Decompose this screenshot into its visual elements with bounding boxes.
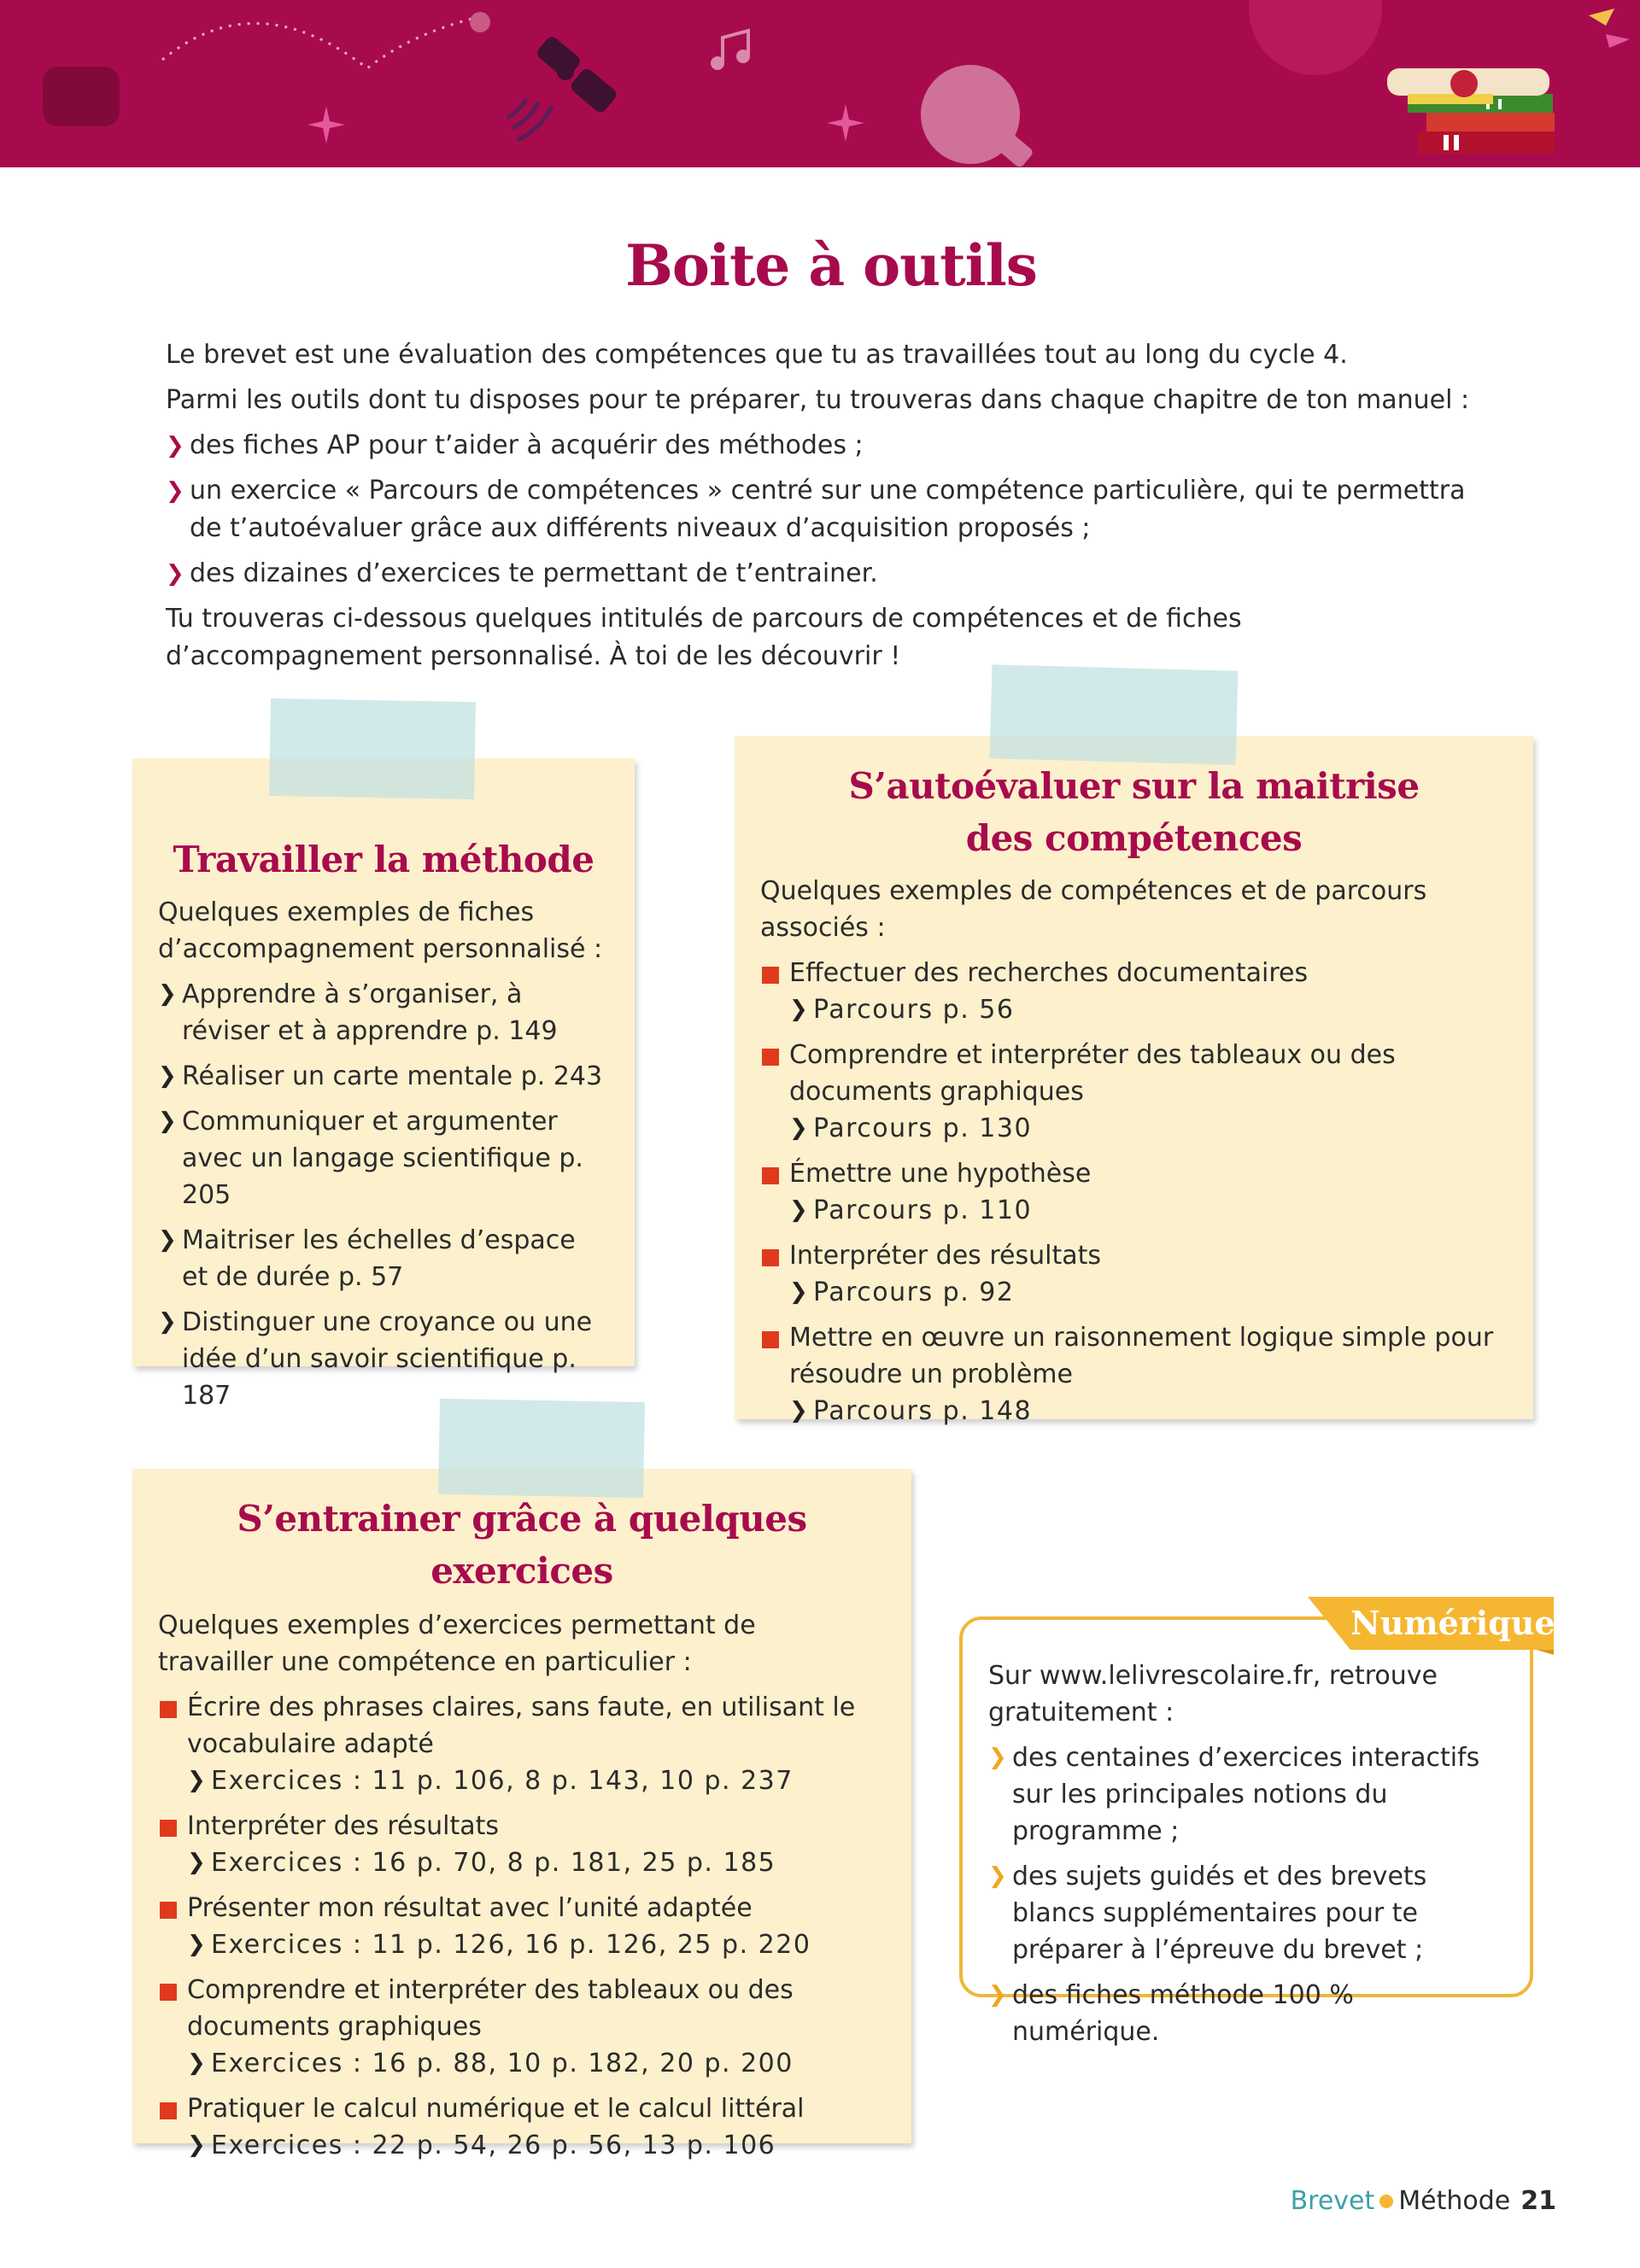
confetti-icon bbox=[1589, 9, 1630, 48]
competence-item bbox=[760, 1037, 1508, 1147]
competence-label: Émettre une hypothèse bbox=[789, 1159, 1092, 1189]
numerique-tag bbox=[1308, 1597, 1554, 1655]
exercise-ref: ❯ Exercices : 11 p. 106, 8 p. 143, 10 p. 237 bbox=[187, 1762, 886, 1799]
competence-label: Interpréter des résultats bbox=[789, 1241, 1101, 1271]
exercise-item bbox=[158, 1890, 886, 1963]
list-item: ❯ des fiches méthode 100 % numérique. bbox=[988, 1977, 1508, 2050]
competence-item bbox=[760, 1237, 1508, 1311]
list-item: ❯ des centaines d’exercices interactifs sur les principales notions du programme ; bbox=[988, 1739, 1508, 1850]
banner-decoration bbox=[0, 0, 1640, 167]
page-number: 21 bbox=[1520, 2186, 1556, 2216]
dotted-trajectory-icon bbox=[162, 17, 478, 68]
competence-item bbox=[760, 1155, 1508, 1229]
exercise-label: Écrire des phrases claires, sans faute, en utilisant le vocabulaire adapté bbox=[187, 1692, 856, 1759]
dot-icon bbox=[1379, 2195, 1393, 2208]
numerique-tag-label: Numérique bbox=[1350, 1604, 1555, 1642]
parcours-ref: ❯ Parcours p. 110 bbox=[789, 1192, 1508, 1229]
exercise-item bbox=[158, 1972, 886, 2082]
signal-waves-icon bbox=[507, 99, 552, 140]
satellite-icon bbox=[535, 34, 618, 114]
exercices-note bbox=[132, 1469, 911, 2160]
competence-item bbox=[760, 1319, 1508, 1429]
methode-lead: Quelques exemples de fiches d’accompagnement personnalisé : bbox=[158, 897, 603, 964]
list-item: ❯ des sujets guidés et des brevets blancs supplémentaires pour te préparer à l’épreuve du brevet ; bbox=[988, 1858, 1508, 1968]
list-item: ❯ Apprendre à s’organiser, à réviser et à apprendre p. 149 bbox=[158, 976, 609, 1049]
tape-decoration bbox=[269, 699, 476, 799]
intro-bullet: ❯ des fiches AP pour t’aider à acquérir des méthodes ; bbox=[166, 427, 1498, 465]
competence-label: Mettre en œuvre un raisonnement logique simple pour résoudre un problème bbox=[789, 1323, 1494, 1389]
list-item: ❯ Communiquer et argumenter avec un langage scientifique p. 205 bbox=[158, 1103, 609, 1213]
competence-label: Comprendre et interpréter des tableaux ou des documents graphiques bbox=[789, 1040, 1396, 1107]
exercise-label: Présenter mon résultat avec l’unité adaptée bbox=[187, 1893, 753, 1923]
autoevaluer-title: S’autoévaluer sur la maitrise des compétences bbox=[848, 765, 1420, 859]
list-item: ❯ Maitriser les échelles d’espace et de durée p. 57 bbox=[158, 1222, 609, 1295]
exercise-ref: ❯ Exercices : 16 p. 70, 8 p. 181, 25 p. 185 bbox=[187, 1844, 886, 1881]
list-item: ❯ Réaliser un carte mentale p. 243 bbox=[158, 1058, 609, 1095]
exercise-item bbox=[158, 1689, 886, 1799]
intro-bullet: ❯ des dizaines d’exercices te permettant de t’entrainer. bbox=[166, 555, 1498, 593]
parcours-ref: ❯ Parcours p. 148 bbox=[789, 1393, 1508, 1429]
numerique-box bbox=[959, 1616, 1533, 2047]
exercise-item bbox=[158, 2090, 886, 2164]
footer-section: Brevet bbox=[1290, 2186, 1375, 2216]
exercise-label: Pratiquer le calcul numérique et le calcul littéral bbox=[187, 2094, 805, 2124]
parcours-ref: ❯ Parcours p. 56 bbox=[789, 991, 1508, 1028]
methode-note bbox=[132, 758, 635, 1411]
footer-chapter: Méthode bbox=[1398, 2186, 1511, 2216]
lightbulb-icon bbox=[921, 65, 1034, 167]
page-footer bbox=[1291, 2184, 1556, 2218]
exercices-lead: Quelques exemples d’exercices permettant de travailler une compétence en particulier : bbox=[158, 1610, 756, 1677]
dna-icon bbox=[43, 67, 120, 126]
planet-icon bbox=[1249, 0, 1382, 75]
page-title: Boite à outils bbox=[625, 232, 1037, 299]
exercise-ref: ❯ Exercices : 16 p. 88, 10 p. 182, 20 p. 200 bbox=[187, 2045, 886, 2082]
exercise-ref: ❯ Exercices : 22 p. 54, 26 p. 56, 13 p. 106 bbox=[187, 2127, 886, 2164]
exercise-label: Comprendre et interpréter des tableaux ou des documents graphiques bbox=[187, 1975, 794, 2042]
parcours-ref: ❯ Parcours p. 92 bbox=[789, 1274, 1508, 1311]
numerique-lead: Sur www.lelivrescolaire.fr, retrouve gratuitement : bbox=[988, 1661, 1438, 1727]
methode-title: Travailler la méthode bbox=[173, 839, 594, 880]
intro-paragraph: Le brevet est une évaluation des compétences que tu as travaillées tout au long du cycle 4. bbox=[166, 340, 1348, 370]
intro-bullet: ❯ un exercice « Parcours de compétences » centré sur une compétence particulière, qui te permettra de t’autoévaluer grâce aux différents niveaux d’acquisition proposés ; bbox=[166, 472, 1498, 547]
autoevaluer-lead: Quelques exemples de compétences et de parcours associés : bbox=[760, 876, 1427, 943]
exercise-ref: ❯ Exercices : 11 p. 126, 16 p. 126, 25 p. 220 bbox=[187, 1926, 886, 1963]
tape-decoration bbox=[990, 664, 1239, 765]
header-banner bbox=[0, 0, 1640, 167]
ball-icon bbox=[470, 12, 490, 32]
intro-paragraph: Parmi les outils dont tu disposes pour te préparer, tu trouveras dans chaque chapitre de ton manuel : bbox=[166, 385, 1470, 415]
sparkle-icon bbox=[308, 104, 864, 143]
exercise-label: Interpréter des résultats bbox=[187, 1811, 499, 1841]
list-item: ❯ Distinguer une croyance ou une idée d’un savoir scientifique p. 187 bbox=[158, 1304, 609, 1414]
exercices-title: S’entrainer grâce à quelques exercices bbox=[237, 1498, 807, 1592]
intro-section bbox=[166, 336, 1498, 683]
autoevaluer-note bbox=[735, 736, 1533, 1426]
competence-item bbox=[760, 955, 1508, 1028]
intro-paragraph: Tu trouveras ci-dessous quelques intitulés de parcours de compétences et de fiches d’accompagnement personnalisé. À toi de les découvrir ! bbox=[166, 604, 1242, 671]
books-diploma-icon bbox=[1387, 68, 1555, 154]
tape-decoration bbox=[438, 1399, 645, 1498]
parcours-ref: ❯ Parcours p. 130 bbox=[789, 1110, 1508, 1147]
competence-label: Effectuer des recherches documentaires bbox=[789, 958, 1309, 988]
music-note-icon bbox=[712, 31, 748, 68]
exercise-item bbox=[158, 1808, 886, 1881]
